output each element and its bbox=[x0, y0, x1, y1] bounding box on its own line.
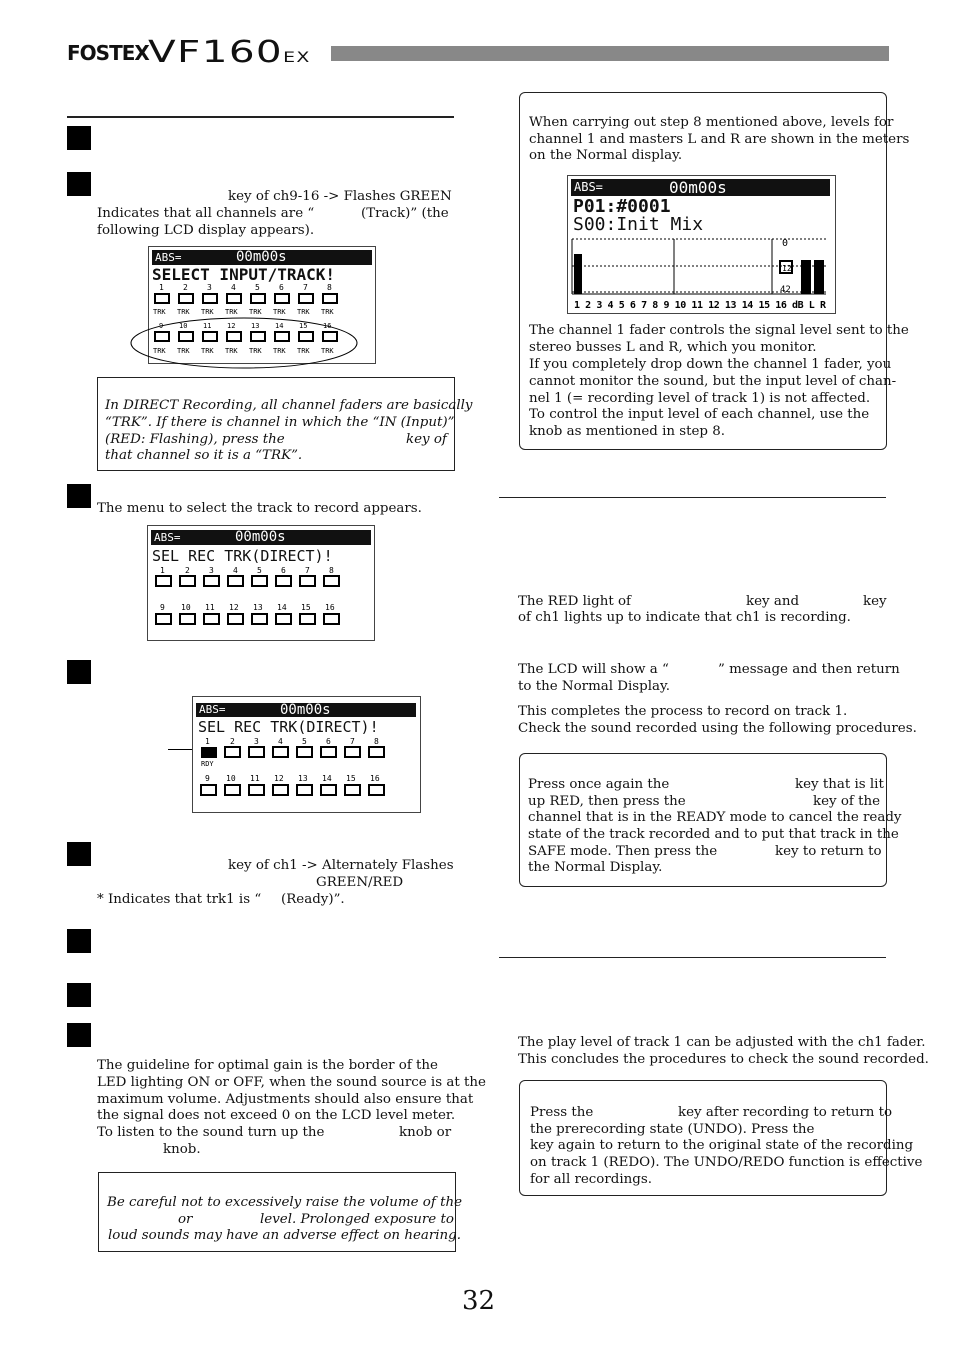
p4-line1: The play level of track 1 can be adjusted with the ch1 fader. bbox=[518, 1035, 926, 1050]
note2-line1: Be careful not to excessively raise the volume of the bbox=[107, 1195, 463, 1210]
note1-line4: that channel so it is a “TRK”. bbox=[105, 448, 303, 463]
p1-a: The RED light of bbox=[518, 594, 632, 609]
note3-line1: When carrying out step 8 mentioned above, levels for bbox=[529, 115, 894, 130]
note-box bbox=[519, 92, 910, 450]
s8-line1: The guideline for optimal gain is the border of the bbox=[97, 1058, 438, 1073]
note5-l3: key again to return to the original state of the recording bbox=[530, 1138, 914, 1153]
s5-line3a: * Indicates that trk1 is “ bbox=[97, 892, 262, 907]
highlight-ellipse bbox=[128, 315, 360, 375]
p2-a: The LCD will show a “ bbox=[518, 662, 669, 677]
s5-line1: key of ch1 -> Alternately Flashes bbox=[228, 858, 454, 873]
note-box bbox=[97, 377, 473, 471]
note3-line2: channel 1 and masters L and R are shown in the meters bbox=[529, 132, 910, 147]
lcd-abs: ABS= bbox=[155, 251, 182, 264]
warning-box bbox=[98, 1172, 463, 1252]
lcd-sel-rec-trk bbox=[147, 525, 375, 641]
note4-l2b: key of the bbox=[813, 794, 881, 809]
svg-text:16: 16 bbox=[325, 603, 335, 612]
svg-text:5: 5 bbox=[255, 283, 260, 292]
svg-text:8: 8 bbox=[327, 283, 332, 292]
s1-line2: Indicates that all channels are “ bbox=[97, 206, 315, 221]
lcd-abs: ABS= bbox=[574, 180, 603, 194]
svg-text:3: 3 bbox=[254, 737, 259, 746]
p3-line2: Check the sound recorded using the following procedures. bbox=[518, 721, 917, 736]
lcd-abs: ABS= bbox=[154, 531, 181, 544]
svg-text:6: 6 bbox=[326, 737, 331, 746]
note-box bbox=[519, 1080, 923, 1196]
svg-text:16: 16 bbox=[370, 774, 380, 783]
step-marker bbox=[67, 842, 91, 866]
note1-line2: “TRK”. If there is channel in which the “IN (Input)” bbox=[105, 415, 455, 430]
lcd-header bbox=[196, 703, 416, 717]
note5-l4: on track 1 (REDO). The UNDO/REDO function is effective bbox=[530, 1155, 923, 1170]
svg-text:4: 4 bbox=[278, 737, 283, 746]
p3-line1: This completes the process to record on track 1. bbox=[518, 704, 848, 719]
lcd-title: SEL REC TRK(DIRECT)! bbox=[198, 718, 379, 736]
s1-line2b: (Track)” (the bbox=[361, 206, 449, 221]
note4-l2a: up RED, then press the bbox=[528, 794, 686, 809]
lcd-db42: 42 bbox=[780, 285, 791, 295]
section-rule bbox=[499, 497, 886, 498]
note3b-line1: The channel 1 fader controls the signal level sent to the bbox=[529, 323, 909, 338]
lcd-sel-rec-trk-ready bbox=[192, 696, 421, 813]
svg-text:4: 4 bbox=[231, 283, 236, 292]
section-rule bbox=[499, 957, 886, 958]
note1-line3: (RED: Flashing), press the bbox=[105, 432, 285, 447]
svg-text:3: 3 bbox=[207, 283, 212, 292]
note5-l2: the prerecording state (UNDO). Press the bbox=[530, 1122, 815, 1137]
lcd-header bbox=[571, 179, 830, 196]
step-marker bbox=[67, 126, 91, 150]
s8-line5b: knob or bbox=[399, 1125, 452, 1140]
svg-text:8: 8 bbox=[374, 737, 379, 746]
lcd3-channels bbox=[193, 735, 420, 809]
note3b-line4: cannot monitor the sound, but the input level of chan- bbox=[529, 374, 897, 389]
svg-text:TRK: TRK bbox=[249, 308, 262, 316]
model-suffix: EX bbox=[283, 50, 311, 66]
p1-c: key bbox=[863, 594, 887, 609]
p2-c: to the Normal Display. bbox=[518, 679, 671, 694]
s1-line3: following LCD display appears). bbox=[97, 223, 315, 238]
step-marker bbox=[67, 484, 91, 508]
svg-text:10: 10 bbox=[226, 774, 236, 783]
svg-text:TRK: TRK bbox=[225, 347, 238, 355]
lcd2-channels bbox=[148, 564, 374, 636]
svg-text:7: 7 bbox=[305, 566, 310, 575]
svg-text:6: 6 bbox=[281, 566, 286, 575]
svg-text:16: 16 bbox=[323, 322, 332, 330]
step-marker bbox=[67, 660, 91, 684]
svg-text:6: 6 bbox=[279, 283, 284, 292]
lcd-time: 00m00s bbox=[236, 249, 287, 265]
lcd4-meters bbox=[568, 234, 835, 312]
lcd-time: 00m00s bbox=[235, 529, 286, 545]
lcd-title: SEL REC TRK(DIRECT)! bbox=[152, 547, 333, 565]
note4-l6: the Normal Display. bbox=[528, 860, 663, 875]
svg-text:13: 13 bbox=[298, 774, 308, 783]
s5-line2: GREEN/RED bbox=[316, 875, 404, 890]
svg-text:12: 12 bbox=[274, 774, 284, 783]
lcd-db12: 12 bbox=[782, 264, 792, 273]
lcd-program: P01:#0001 bbox=[573, 196, 671, 217]
svg-text:15: 15 bbox=[346, 774, 356, 783]
step-marker bbox=[67, 983, 91, 1007]
svg-text:2: 2 bbox=[185, 566, 190, 575]
svg-text:14: 14 bbox=[275, 322, 284, 330]
note2-line3: loud sounds may have an adverse effect on hearing. bbox=[108, 1228, 461, 1243]
svg-text:TRK: TRK bbox=[297, 347, 310, 355]
note3b-line2: stereo busses L and R, which you monitor. bbox=[529, 340, 817, 355]
svg-text:TRK: TRK bbox=[177, 347, 190, 355]
svg-text:11: 11 bbox=[250, 774, 260, 783]
lcd-scene: S00:Init Mix bbox=[573, 214, 704, 235]
s8-line5: To listen to the sound turn up the bbox=[97, 1125, 325, 1140]
lcd-db0: 0 bbox=[782, 238, 789, 249]
step-marker bbox=[67, 172, 91, 196]
svg-text:10: 10 bbox=[181, 603, 191, 612]
svg-text:TRK: TRK bbox=[273, 347, 286, 355]
svg-text:5: 5 bbox=[302, 737, 307, 746]
note4-l5a: SAFE mode. Then press the bbox=[528, 844, 718, 859]
note2-line2a: or bbox=[178, 1212, 193, 1227]
lcd-bottom-labels: 1 2 3 4 5 6 7 8 9 10 11 12 13 14 15 16 dB L R bbox=[574, 300, 826, 311]
svg-text:7: 7 bbox=[350, 737, 355, 746]
svg-text:12: 12 bbox=[227, 322, 236, 330]
s3-text: The menu to select the track to record appears. bbox=[97, 501, 422, 516]
svg-text:TRK: TRK bbox=[153, 308, 166, 316]
svg-text:3: 3 bbox=[209, 566, 214, 575]
svg-text:10: 10 bbox=[179, 322, 188, 330]
s1-line1: key of ch9-16 -> Flashes GREEN bbox=[228, 189, 452, 204]
svg-text:1: 1 bbox=[159, 283, 164, 292]
note3b-line7: knob as mentioned in step 8. bbox=[529, 424, 726, 439]
svg-text:TRK: TRK bbox=[249, 347, 262, 355]
s8-line3: maximum volume. Adjustments should also ensure that bbox=[97, 1092, 474, 1107]
note4-l3: channel that is in the READY mode to cancel the ready bbox=[528, 810, 902, 825]
header-bar bbox=[331, 46, 889, 61]
note4-l5b: key to return to bbox=[775, 844, 882, 859]
note1-line1: In DIRECT Recording, all channel faders are basically bbox=[105, 398, 473, 413]
step-marker bbox=[67, 1023, 91, 1047]
note5-l1a: Press the bbox=[530, 1105, 594, 1120]
svg-text:8: 8 bbox=[329, 566, 334, 575]
lcd-title: SELECT INPUT/TRACK! bbox=[152, 265, 336, 284]
lcd-time: 00m00s bbox=[280, 702, 331, 718]
page-number: 32 bbox=[462, 1286, 496, 1316]
model-logo bbox=[148, 35, 311, 70]
s5-line3b: (Ready)”. bbox=[281, 892, 345, 907]
svg-text:TRK: TRK bbox=[297, 308, 310, 316]
p1-b: key and bbox=[746, 594, 800, 609]
svg-text:TRK: TRK bbox=[201, 347, 214, 355]
svg-text:TRK: TRK bbox=[273, 308, 286, 316]
svg-text:9: 9 bbox=[159, 322, 164, 330]
note3-line3: on the Normal display. bbox=[529, 148, 683, 163]
s8-line2: LED lighting ON or OFF, when the sound source is at the bbox=[97, 1075, 486, 1090]
svg-text:TRK: TRK bbox=[201, 308, 214, 316]
svg-text:TRK: TRK bbox=[225, 308, 238, 316]
section-rule bbox=[67, 116, 454, 118]
svg-text:TRK: TRK bbox=[321, 308, 334, 316]
note-box bbox=[519, 753, 902, 887]
svg-text:15: 15 bbox=[301, 603, 311, 612]
note4-l1a: Press once again the bbox=[528, 777, 670, 792]
note3b-line6: To control the input level of each channel, use the bbox=[529, 407, 870, 422]
svg-text:15: 15 bbox=[299, 322, 308, 330]
svg-text:2: 2 bbox=[230, 737, 235, 746]
lcd-time: 00m00s bbox=[669, 178, 727, 197]
s8-line4: the signal does not exceed 0 on the LCD level meter. bbox=[97, 1108, 456, 1123]
svg-text:9: 9 bbox=[205, 774, 210, 783]
model-name: VF160 bbox=[148, 35, 284, 70]
p1-d: of ch1 lights up to indicate that ch1 is recording. bbox=[518, 610, 851, 625]
step-marker bbox=[67, 929, 91, 953]
svg-text:1: 1 bbox=[205, 737, 210, 746]
p2-b: ” message and then return bbox=[718, 662, 900, 677]
svg-text:12: 12 bbox=[229, 603, 239, 612]
note3b-line5: nel 1 (= recording level of track 1) is not affected. bbox=[529, 391, 871, 406]
svg-text:7: 7 bbox=[303, 283, 308, 292]
svg-text:4: 4 bbox=[233, 566, 238, 575]
note5-l1b: key after recording to return to bbox=[678, 1105, 893, 1120]
svg-text:13: 13 bbox=[253, 603, 263, 612]
s8-line6: knob. bbox=[163, 1142, 201, 1157]
svg-text:11: 11 bbox=[203, 322, 212, 330]
svg-text:13: 13 bbox=[251, 322, 260, 330]
svg-text:14: 14 bbox=[277, 603, 287, 612]
note2-line2b: level. Prolonged exposure to bbox=[260, 1212, 454, 1227]
svg-text:1: 1 bbox=[160, 566, 165, 575]
lcd-abs: ABS= bbox=[199, 703, 226, 716]
brand-logo: FOSTEX bbox=[67, 41, 149, 65]
lcd-normal-display bbox=[567, 175, 836, 314]
lcd-rdy: RDY bbox=[201, 760, 214, 768]
note3b-line3: If you completely drop down the channel 1 fader, you bbox=[529, 357, 892, 372]
svg-text:9: 9 bbox=[160, 603, 165, 612]
svg-text:2: 2 bbox=[183, 283, 188, 292]
svg-text:TRK: TRK bbox=[153, 347, 166, 355]
svg-text:TRK: TRK bbox=[321, 347, 334, 355]
note4-l4: state of the track recorded and to put that track in the bbox=[528, 827, 899, 842]
svg-text:14: 14 bbox=[322, 774, 332, 783]
lcd-header bbox=[151, 530, 371, 545]
svg-text:5: 5 bbox=[257, 566, 262, 575]
note5-l5: for all recordings. bbox=[530, 1172, 652, 1187]
note4-l1b: key that is lit bbox=[795, 777, 884, 792]
svg-text:11: 11 bbox=[205, 603, 215, 612]
p4-line2: This concludes the procedures to check the sound recorded. bbox=[518, 1052, 929, 1067]
svg-text:TRK: TRK bbox=[177, 308, 190, 316]
lcd-header bbox=[152, 250, 372, 265]
note1-line3b: key of bbox=[406, 432, 447, 447]
